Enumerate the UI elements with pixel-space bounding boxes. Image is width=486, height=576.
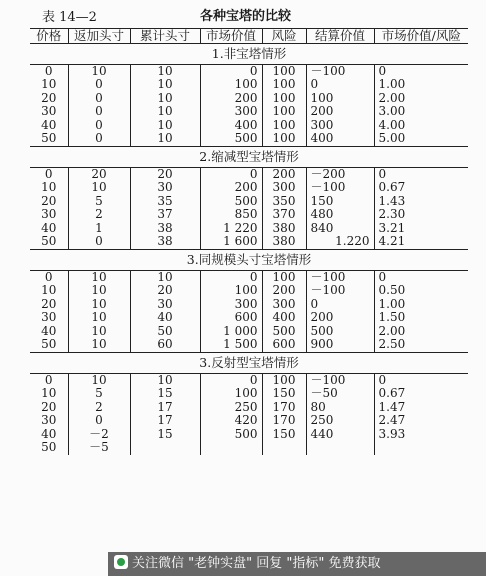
cell-settlement: －50 [306, 387, 374, 401]
cell-market-value: 0 [200, 270, 262, 284]
cell-added: 2 [68, 401, 130, 415]
cell-risk [262, 441, 306, 455]
cell-price: 10 [41, 77, 57, 91]
cell-risk: 380 [262, 235, 306, 249]
cell-price: 40 [41, 117, 57, 132]
cell-market-value: 100 [200, 284, 262, 298]
table-row [30, 222, 468, 236]
cell-settlement: 300 [306, 119, 374, 133]
cell-price: 50 [41, 440, 57, 454]
cell-added: 10 [68, 373, 130, 387]
table-row [30, 325, 468, 339]
cell-market-value: 300 [200, 105, 262, 119]
cell-market-value: 250 [200, 401, 262, 415]
cell-price: 30 [41, 104, 57, 118]
cell-added: 0 [68, 105, 130, 119]
cell-risk: 370 [262, 208, 306, 222]
cell-risk: 300 [262, 181, 306, 195]
cell-settlement: 80 [306, 401, 374, 415]
cell-price: 10 [41, 283, 57, 297]
cell-added: －2 [68, 428, 130, 442]
cell-market-value: 0 [200, 167, 262, 181]
cell-ratio: 0 [374, 64, 468, 78]
cell-market-value: 500 [200, 132, 262, 146]
cell-cumulative: 17 [130, 414, 200, 428]
section-title: 1.非宝塔情形 [30, 43, 468, 64]
table-title: 各种宝塔的比较 [200, 9, 292, 24]
table-row [30, 298, 468, 312]
cell-settlement: 200 [306, 105, 374, 119]
cell-added: 20 [68, 167, 130, 181]
cell-price: 20 [41, 90, 57, 105]
cell-risk: 150 [262, 428, 306, 442]
table-row [30, 235, 468, 249]
cell-added: 0 [68, 132, 130, 146]
cell-market-value: 1 500 [200, 338, 262, 352]
cell-added: 0 [68, 92, 130, 106]
cell-market-value: 1 000 [200, 325, 262, 339]
cell-risk: 350 [262, 195, 306, 209]
cell-market-value [200, 441, 262, 455]
cell-added: 0 [68, 235, 130, 249]
cell-risk: 100 [262, 92, 306, 106]
cell-risk: 100 [262, 132, 306, 146]
cell-ratio: 1.50 [374, 311, 468, 325]
cell-market-value: 420 [200, 414, 262, 428]
cell-risk: 100 [262, 105, 306, 119]
cell-market-value: 100 [200, 78, 262, 92]
cell-risk: 100 [262, 373, 306, 387]
cell-ratio: 5.00 [374, 132, 468, 146]
cell-risk: 200 [262, 167, 306, 181]
cell-cumulative: 20 [130, 167, 200, 181]
cell-ratio: 2.47 [374, 414, 468, 428]
section-header [30, 146, 468, 167]
cell-cumulative: 10 [130, 64, 200, 78]
table-row [30, 414, 468, 428]
cell-cumulative: 37 [130, 208, 200, 222]
section-title: 2.缩减型宝塔情形 [30, 146, 468, 167]
cell-ratio: 4.00 [374, 119, 468, 133]
cell-ratio: 4.21 [374, 235, 468, 249]
cell-price: 20 [41, 296, 57, 311]
cell-ratio: 0.67 [374, 387, 468, 401]
table-number: 表 14—2 [42, 10, 97, 25]
wechat-icon [114, 555, 128, 569]
cell-price: 50 [41, 131, 57, 145]
table-row [30, 92, 468, 106]
cell-ratio: 3.21 [374, 222, 468, 236]
cell-market-value: 500 [200, 428, 262, 442]
section-title: 3.反射型宝塔情形 [30, 352, 468, 373]
cell-ratio: 0.50 [374, 284, 468, 298]
cell-price: 40 [41, 323, 57, 338]
cell-market-value: 200 [200, 92, 262, 106]
watermark-banner [108, 552, 486, 576]
table-row [30, 270, 468, 284]
cell-price: 20 [41, 399, 57, 414]
cell-market-value: 600 [200, 311, 262, 325]
cell-market-value: 500 [200, 195, 262, 209]
cell-added: 0 [68, 119, 130, 133]
cell-settlement: －100 [306, 270, 374, 284]
cell-ratio: 1.47 [374, 401, 468, 415]
cell-price: 40 [41, 220, 57, 235]
cell-market-value: 100 [200, 387, 262, 401]
section-title: 3.同规模头寸宝塔情形 [30, 249, 468, 270]
table-row [30, 401, 468, 415]
cell-risk: 380 [262, 222, 306, 236]
cell-added: 1 [68, 222, 130, 236]
cell-added: 5 [68, 387, 130, 401]
cell-price: 0 [44, 63, 53, 78]
table-row [30, 311, 468, 325]
cell-risk: 100 [262, 270, 306, 284]
table-row [30, 105, 468, 119]
header-risk: 风险 [262, 29, 306, 44]
cell-price: 30 [41, 413, 57, 427]
cell-settlement: 480 [306, 208, 374, 222]
table-row [30, 428, 468, 442]
cell-cumulative: 38 [130, 222, 200, 236]
cell-cumulative: 10 [130, 119, 200, 133]
cell-added: 10 [68, 338, 130, 352]
cell-market-value: 400 [200, 119, 262, 133]
cell-ratio: 2.00 [374, 92, 468, 106]
cell-added: 10 [68, 284, 130, 298]
cell-settlement: 0 [306, 78, 374, 92]
table-row [30, 338, 468, 352]
cell-ratio [374, 441, 468, 455]
cell-ratio: 1.43 [374, 195, 468, 209]
header-value-risk-ratio: 市场价值/风险 [374, 29, 468, 44]
cell-ratio: 3.00 [374, 105, 468, 119]
cell-cumulative: 50 [130, 325, 200, 339]
cell-settlement: 0 [306, 298, 374, 312]
cell-cumulative: 38 [130, 235, 200, 249]
table-row [30, 195, 468, 209]
cell-cumulative: 15 [130, 428, 200, 442]
cell-cumulative: 17 [130, 401, 200, 415]
cell-settlement: 400 [306, 132, 374, 146]
cell-added: 10 [68, 270, 130, 284]
cell-cumulative: 10 [130, 78, 200, 92]
header-cumulative-position: 累计头寸 [130, 29, 200, 44]
cell-settlement: 200 [306, 311, 374, 325]
section-header [30, 249, 468, 270]
table-row [30, 373, 468, 387]
cell-settlement: 840 [306, 222, 374, 236]
cell-price: 10 [41, 180, 57, 194]
table-row [30, 181, 468, 195]
cell-ratio: 2.00 [374, 325, 468, 339]
table-row [30, 119, 468, 133]
cell-market-value: 1 600 [200, 235, 262, 249]
cell-ratio: 1.00 [374, 298, 468, 312]
cell-settlement: 900 [306, 338, 374, 352]
cell-price: 30 [41, 207, 57, 221]
cell-ratio: 2.50 [374, 338, 468, 352]
cell-settlement: －200 [306, 167, 374, 181]
cell-cumulative: 10 [130, 270, 200, 284]
cell-ratio: 3.93 [374, 428, 468, 442]
cell-risk: 100 [262, 64, 306, 78]
cell-added: 10 [68, 325, 130, 339]
cell-added: 5 [68, 195, 130, 209]
header-row [30, 29, 468, 44]
cell-ratio: 0 [374, 270, 468, 284]
cell-ratio: 0 [374, 167, 468, 181]
cell-added: －5 [68, 441, 130, 455]
header-added-position: 返加头寸 [68, 29, 130, 44]
table-row [30, 64, 468, 78]
cell-risk: 400 [262, 311, 306, 325]
cell-price: 30 [41, 310, 57, 324]
cell-added: 10 [68, 64, 130, 78]
cell-market-value: 0 [200, 64, 262, 78]
cell-settlement: 500 [306, 325, 374, 339]
table-row [30, 132, 468, 146]
cell-settlement: 1.220 [306, 235, 374, 249]
cell-market-value: 850 [200, 208, 262, 222]
cell-cumulative: 40 [130, 311, 200, 325]
table-caption [0, 3, 486, 25]
cell-cumulative: 35 [130, 195, 200, 209]
watermark-text: 关注微信 "老钟实盘" 回复 "指标" 免费获取 [132, 556, 381, 571]
cell-settlement: 150 [306, 195, 374, 209]
pyramid-comparison-table [30, 28, 468, 455]
cell-risk: 150 [262, 387, 306, 401]
cell-cumulative: 10 [130, 373, 200, 387]
cell-added: 0 [68, 78, 130, 92]
cell-settlement: 440 [306, 428, 374, 442]
cell-risk: 300 [262, 298, 306, 312]
table-row [30, 441, 468, 455]
cell-market-value: 0 [200, 373, 262, 387]
table-row [30, 284, 468, 298]
cell-ratio: 0.67 [374, 181, 468, 195]
header-settlement-value: 结算价值 [306, 29, 374, 44]
cell-price: 10 [41, 386, 57, 400]
cell-price: 0 [44, 372, 53, 387]
cell-added: 10 [68, 311, 130, 325]
cell-settlement: －100 [306, 64, 374, 78]
cell-price: 40 [41, 426, 57, 441]
cell-risk: 500 [262, 325, 306, 339]
cell-risk: 200 [262, 284, 306, 298]
cell-settlement: 250 [306, 414, 374, 428]
cell-settlement: －100 [306, 181, 374, 195]
cell-market-value: 200 [200, 181, 262, 195]
cell-risk: 600 [262, 338, 306, 352]
cell-risk: 100 [262, 119, 306, 133]
cell-cumulative: 10 [130, 92, 200, 106]
cell-settlement [306, 441, 374, 455]
table-row [30, 78, 468, 92]
cell-price: 50 [41, 337, 57, 351]
cell-cumulative: 30 [130, 181, 200, 195]
cell-cumulative: 15 [130, 387, 200, 401]
cell-cumulative: 60 [130, 338, 200, 352]
cell-settlement: －100 [306, 284, 374, 298]
cell-price: 20 [41, 193, 57, 208]
cell-price: 0 [44, 269, 53, 284]
section-header [30, 352, 468, 373]
cell-settlement: 100 [306, 92, 374, 106]
table-row [30, 208, 468, 222]
cell-added: 2 [68, 208, 130, 222]
cell-price: 0 [44, 166, 53, 181]
cell-cumulative: 20 [130, 284, 200, 298]
cell-ratio: 1.00 [374, 78, 468, 92]
table-row [30, 387, 468, 401]
cell-cumulative: 10 [130, 105, 200, 119]
cell-cumulative [130, 441, 200, 455]
cell-added: 10 [68, 298, 130, 312]
cell-risk: 170 [262, 414, 306, 428]
header-price: 价格 [30, 29, 68, 44]
cell-market-value: 300 [200, 298, 262, 312]
cell-cumulative: 10 [130, 132, 200, 146]
section-header [30, 43, 468, 64]
cell-risk: 100 [262, 78, 306, 92]
table-row [30, 167, 468, 181]
cell-market-value: 1 220 [200, 222, 262, 236]
header-market-value: 市场价值 [200, 29, 262, 44]
cell-price: 50 [41, 234, 57, 248]
cell-ratio: 0 [374, 373, 468, 387]
cell-ratio: 2.30 [374, 208, 468, 222]
cell-settlement: －100 [306, 373, 374, 387]
cell-cumulative: 30 [130, 298, 200, 312]
cell-added: 0 [68, 414, 130, 428]
cell-risk: 170 [262, 401, 306, 415]
table-body [30, 43, 468, 455]
cell-added: 10 [68, 181, 130, 195]
